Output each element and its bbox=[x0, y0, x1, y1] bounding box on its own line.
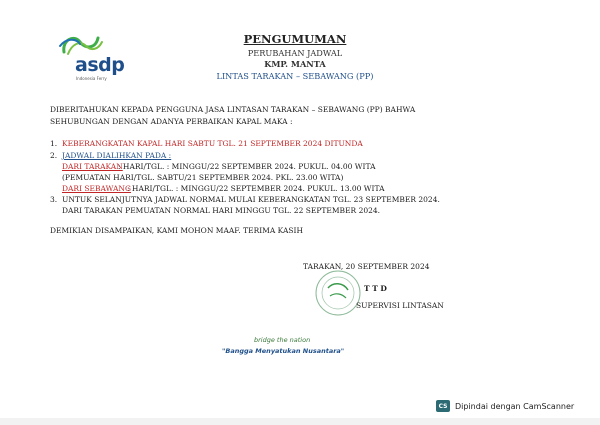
from-tarakan-label: DARI TARAKAN bbox=[62, 162, 123, 171]
stamp-seal-icon bbox=[308, 268, 374, 318]
from-tarakan-schedule: : HARI/TGL. : MINGGU/22 SEPTEMBER 2024. PUKUL. 04.00 WITA bbox=[118, 162, 376, 171]
place-and-date: TARAKAN, 20 SEPTEMBER 2024 bbox=[303, 262, 430, 271]
from-sebawang-label: DARI SEBAWANG bbox=[62, 184, 131, 193]
tagline-indonesian: "Bangga Menyatukan Nusantara" bbox=[222, 347, 345, 355]
asdp-logo bbox=[58, 32, 148, 82]
ttd-mark: T T D bbox=[364, 284, 387, 293]
item-3-normal-loading: DARI TARAKAN PEMUATAN NORMAL HARI MINGGU TGL. 22 SEPTEMBER 2024. bbox=[62, 206, 381, 215]
camscanner-text: Dipindai dengan CamScanner bbox=[455, 401, 575, 411]
official-stamp bbox=[308, 268, 374, 318]
intro-line-1: DIBERITAHUKAN KEPADA PENGGUNA JASA LINTASAN TARAKAN – SEBAWANG (PP) BAHWA bbox=[50, 105, 416, 114]
logo-wordmark: asdp bbox=[75, 54, 125, 76]
signatory-role: SUPERVISI LINTASAN bbox=[356, 301, 444, 310]
header-line-route: LINTAS TARAKAN – SEBAWANG (PP) bbox=[216, 71, 374, 81]
tagline-english: bridge the nation bbox=[254, 336, 311, 344]
item-2-number: 2. bbox=[50, 151, 58, 160]
from-sebawang-schedule: : HARI/TGL. : MINGGU/22 SEPTEMBER 2024. PUKUL. 13.00 WITA bbox=[127, 184, 385, 193]
camscanner-watermark bbox=[436, 398, 574, 414]
header-line-schedule-change: PERUBAHAN JADWAL bbox=[247, 48, 343, 58]
loading-time-note: (PEMUATAN HARI/TGL. SABTU/21 SEPTEMBER 2024. PKL. 23.00 WITA) bbox=[62, 173, 344, 182]
item-3-number: 3. bbox=[50, 195, 58, 204]
item-3-normal-schedule: UNTUK SELANJUTNYA JADWAL NORMAL MULAI KEBERANGKATAN TGL. 23 SEPTEMBER 2024. bbox=[62, 195, 440, 204]
header-line-ship-name: KMP. MANTA bbox=[264, 59, 326, 69]
intro-line-2: SEHUBUNGAN DENGAN ADANYA PERBAIKAN KAPAL MAKA : bbox=[50, 117, 293, 126]
item-1-postponed: KEBERANGKATAN KAPAL HARI SABTU TGL. 21 SEPTEMBER 2024 DITUNDA bbox=[62, 139, 363, 148]
announcement-title: PENGUMUMAN bbox=[243, 32, 347, 46]
item-2-rescheduled-heading: JADWAL DIALIHKAN PADA : bbox=[62, 151, 172, 160]
camscanner-icon: CS bbox=[436, 400, 450, 412]
closing-statement: DEMIKIAN DISAMPAIKAN, KAMI MOHON MAAF. TERIMA KASIH bbox=[50, 226, 304, 235]
bottom-border bbox=[0, 418, 600, 425]
logo-subtitle: Indonesia Ferry bbox=[76, 76, 107, 81]
item-1-number: 1. bbox=[50, 139, 58, 148]
